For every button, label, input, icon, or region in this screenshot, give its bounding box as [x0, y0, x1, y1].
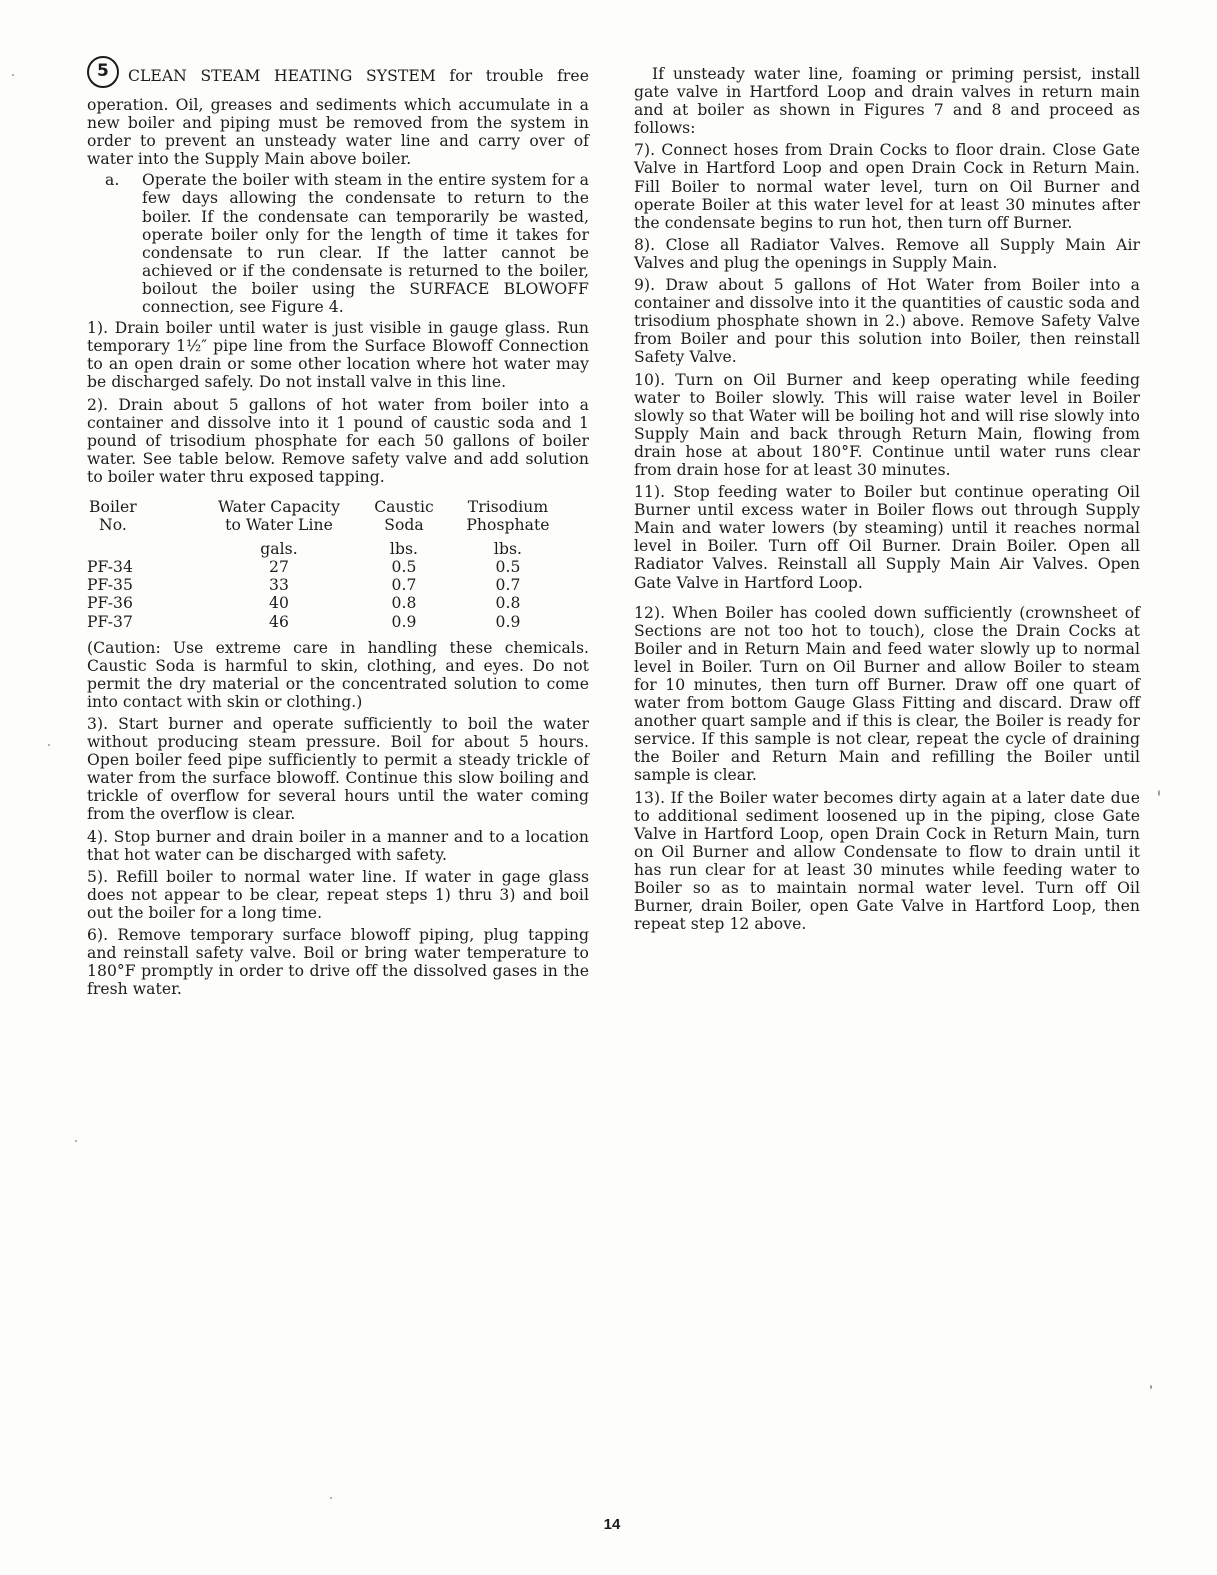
- header-to-water-line: to Water Line: [225, 516, 333, 535]
- unit-cell: lbs.: [493, 540, 523, 559]
- table-cell: 46: [269, 612, 289, 631]
- step-7: 7). Connect hoses from Drain Cocks to floor drain. Close Gate Valve in Hartford Loop and open Drain Cock in Return Main. Fill Boiler to normal water level, turn on Oil Burner and operate Boiler at this water level for at least 30 minutes after the condensate begins to run hot, then turn off Burner.: [634, 141, 1140, 232]
- chemical-table: [87, 498, 577, 631]
- page-number: 14: [603, 1516, 621, 1533]
- table-row: [87, 558, 577, 576]
- unit-cell: [87, 534, 189, 558]
- table-cell: 40: [269, 594, 289, 613]
- table-cell: 0.8: [495, 594, 521, 613]
- header-boiler: Boiler: [89, 497, 137, 516]
- unit-cell: gals.: [260, 540, 298, 559]
- right-column: [634, 65, 1140, 937]
- sub-item-text: Operate the boiler with steam in the entire system for a few days allowing the condensate to return to the boiler. If the condensate can temporarily be wasted, operate boiler only for the length of time it takes for condensate to run clear. If the latter cannot be achieved or if the condensate is returned to the boiler, boilout the boiler using the SURFACE BLOWOFF connection, see Figure 4.: [142, 171, 589, 317]
- step-9: 9). Draw about 5 gallons of Hot Water from Boiler into a container and dissolve into it the quantities of caustic soda and trisodium phosphate shown in 2.) above. Remove Safety Valve from Boiler and pour this solution into Boiler, then reinstall Safety Valve.: [634, 276, 1140, 367]
- step-11: 11). Stop feeding water to Boiler but continue operating Oil Burner until excess water in Boiler flows out through Supply Main and water lowers (by steaming) until it reaches normal level in Boiler. Turn off Oil Burner. Drain Boiler. Open all Radiator Valves. Reinstall all Supply Main Air Valves. Open Gate Valve in Hartford Loop.: [634, 483, 1140, 592]
- step-5: 5). Refill boiler to normal water line. If water in gage glass does not appear to be clear, repeat steps 1) thru 3) and boil out the boiler for a long time.: [87, 867, 589, 922]
- table-row: [87, 576, 577, 594]
- caution-note: (Caution: Use extreme care in handling these chemicals. Caustic Soda is harmful to skin, clothing, and eyes. Do not permit the dry material or the concentrated solution to come into contact with skin or clothing.): [87, 638, 589, 711]
- table-header-row-2: [87, 516, 577, 534]
- table-cell: 0.5: [391, 558, 417, 577]
- step-3: 3). Start burner and operate sufficiently to boil the water without producing steam pressure. Boil for about 5 hours. Open boiler feed pipe sufficiently to permit a steady trickle of water from the surface blowoff. Continue this slow boiling and trickle of overflow for several hours until the water coming from the overflow is clear.: [87, 715, 589, 824]
- scan-speck: [12, 74, 14, 76]
- table-cell: PF-35: [87, 576, 133, 595]
- step-12: 12). When Boiler has cooled down sufficiently (crownsheet of Sections are not too hot to touch), close the Drain Cocks at Boiler and in Return Main and feed water slowly up to normal level in Boiler. Turn on Oil Burner and allow Boiler to steam for 10 minutes, then turn off Burner. Draw off one quart of water from bottom Gauge Glass Fitting and discard. Draw off another quart sample and if this is clear, the Boiler is ready for service. If this sample is not clear, repeat the cycle of draining the Boiler and Return Main and refilling the Boiler until sample is clear.: [634, 603, 1140, 785]
- step-10: 10). Turn on Oil Burner and keep operating while feeding water to Boiler slowly. This will raise water level in Boiler slowly so that Water will be boiling hot and will rise slowly into Supply Main and back through Return Main, flowing from drain hose at about 180°F. Continue until water runs clear from drain hose for at least 30 minutes.: [634, 370, 1140, 479]
- header-caustic: Caustic: [374, 497, 434, 516]
- step-number-badge: 5: [87, 56, 119, 88]
- table-cell: PF-36: [87, 594, 133, 613]
- header-trisodium: Trisodium: [467, 497, 549, 516]
- header-phosphate: Phosphate: [466, 516, 550, 535]
- step-13: 13). If the Boiler water becomes dirty again at a later date due to additional sediment loosened up in the piping, close Gate Valve in Hartford Loop, open Drain Cock in Return Main, turn on Oil Burner and allow Condensate to flow to drain until it has run clear for at least 30 minutes while feeding water to Boiler so as to maintain normal water level. Turn off Oil Burner, drain Boiler, open Gate Valve in Hartford Loop, then repeat step 12 above.: [634, 788, 1140, 934]
- step-1: 1). Drain boiler until water is just visible in gauge glass. Run temporary 1½″ pipe line from the Surface Blowoff Connection to an open drain or some other location where hot water may be discharged safely. Do not install valve in this line.: [87, 319, 589, 392]
- table-cell: PF-37: [87, 612, 133, 631]
- scan-speck: [75, 1140, 77, 1142]
- scan-speck: [330, 1497, 332, 1499]
- step-6: 6). Remove temporary surface blowoff piping, plug tapping and reinstall safety valve. Boil or bring water temperature to 180°F promptly in order to drive off the dissolved gases in the fresh water.: [87, 926, 589, 999]
- header-no: No.: [99, 516, 127, 535]
- unit-cell: lbs.: [389, 540, 419, 559]
- header-soda: Soda: [384, 516, 424, 535]
- sub-item-label: a.: [105, 171, 120, 190]
- table-cell: 0.8: [391, 594, 417, 613]
- intro-text: CLEAN STEAM HEATING SYSTEM for trouble free operation. Oil, greases and sediments which accumulate in a new boiler and piping must be removed from the system in order to prevent an unsteady water line and carry over of water into the Supply Main above boiler.: [87, 67, 589, 169]
- table-units-row: [87, 534, 577, 558]
- table-cell: 0.9: [495, 612, 521, 631]
- scan-speck: [1158, 790, 1160, 796]
- table-cell: 0.7: [495, 576, 521, 595]
- table-cell: PF-34: [87, 558, 133, 577]
- right-intro: If unsteady water line, foaming or priming persist, install gate valve in Hartford Loop and drain valves in return main and at boiler as shown in Figures 7 and 8 and proceed as follows:: [634, 65, 1140, 138]
- step-4: 4). Stop burner and drain boiler in a manner and to a location that hot water can be discharged with safety.: [87, 827, 589, 864]
- table-cell: 27: [269, 558, 289, 577]
- table-cell: 33: [269, 576, 289, 595]
- scan-speck: [48, 744, 50, 746]
- step-2: 2). Drain about 5 gallons of hot water from boiler into a container and dissolve into it 1 pound of caustic soda and 1 pound of trisodium phosphate for each 50 gallons of boiler water. See table below. Remove safety valve and add solution to boiler water thru exposed tapping.: [87, 395, 589, 486]
- scan-speck: [1150, 1385, 1152, 1389]
- table-cell: 0.5: [495, 558, 521, 577]
- step-8: 8). Close all Radiator Valves. Remove all Supply Main Air Valves and plug the openings in Supply Main.: [634, 235, 1140, 272]
- table-cell: 0.9: [391, 612, 417, 631]
- sub-item-a: [105, 171, 589, 316]
- left-column: [87, 61, 589, 1002]
- table-cell: 0.7: [391, 576, 417, 595]
- header-water-capacity: Water Capacity: [218, 497, 340, 516]
- table-header-row-1: [87, 498, 577, 516]
- table-row: [87, 613, 577, 631]
- table-row: [87, 594, 577, 612]
- section-intro: [87, 61, 589, 169]
